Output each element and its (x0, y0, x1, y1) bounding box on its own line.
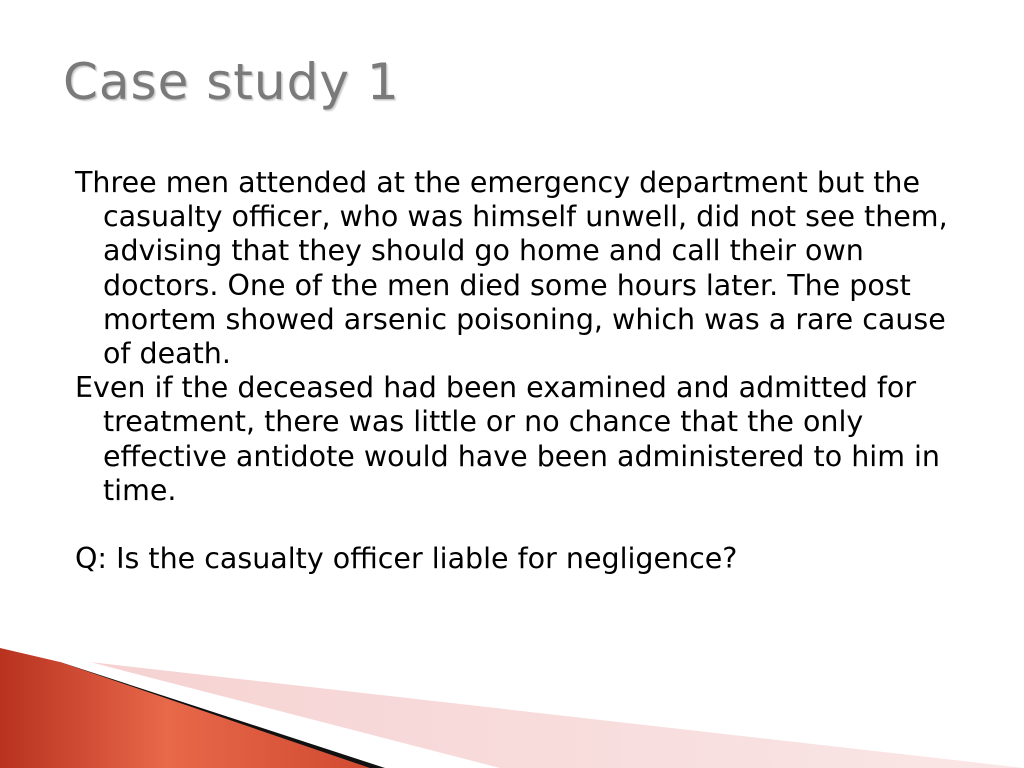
case-paragraph: Three men attended at the emergency department but the casualty officer, who was himself unwell, did not see them, advising that they should go home and call their own doctors. One of the men died some hours later. The post mortem showed arsenic poisoning, which was a rare cause of death. (75, 166, 948, 371)
slide-body (75, 166, 975, 576)
question-text: Q: Is the casualty officer liable for negligence? (75, 542, 738, 576)
case-paragraph: Even if the deceased had been examined and admitted for treatment, there was little or no chance that the only effective antidote would have been administered to him in time. (75, 371, 940, 507)
slide-title: Case study 1 (63, 53, 400, 111)
